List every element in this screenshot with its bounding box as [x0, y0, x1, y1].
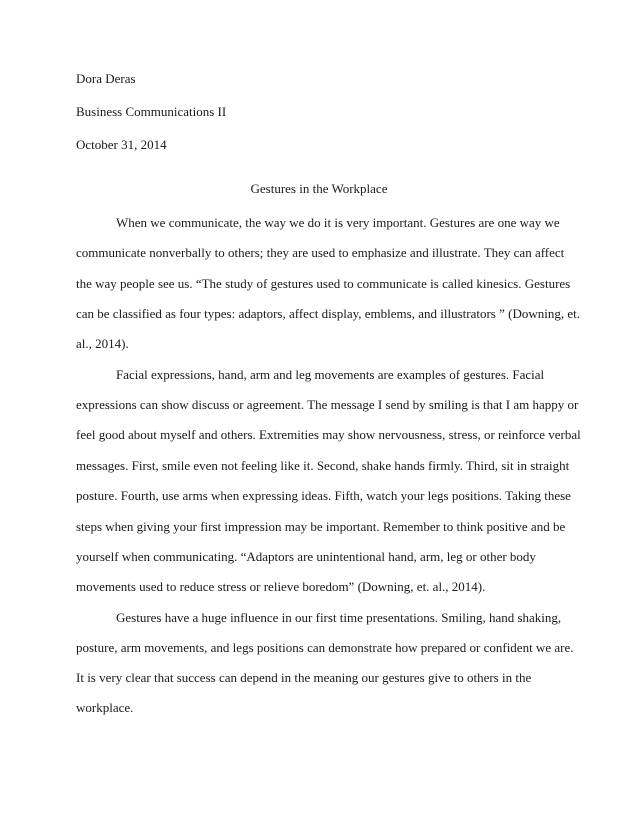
document-date: October 31, 2014 — [76, 137, 167, 152]
paragraph-2-line: movements used to reduce stress or relieve boredom” (Downing, et. al., 2014). — [76, 579, 486, 594]
paragraph-2-line: messages. First, smile even not feeling like it. Second, shake hands firmly. Third, sit in straight — [76, 458, 570, 473]
course-name: Business Communications II — [76, 104, 227, 119]
paragraph-1-line: the way people see us. “The study of gestures used to communicate is called kinesics. Gestures — [76, 276, 571, 291]
paragraph-3-line: posture, arm movements, and legs positions can demonstrate how prepared or confident we are. — [76, 640, 574, 655]
paragraph-2-line: posture. Fourth, use arms when expressing ideas. Fifth, watch your legs positions. Taking these — [76, 488, 571, 503]
paragraph-1-line: communicate nonverbally to others; they are used to emphasize and illustrate. They can affect — [76, 245, 565, 260]
paragraph-2-line: expressions can show discuss or agreement. The message I send by smiling is that I am happy or — [76, 397, 579, 412]
paragraph-1-line: can be classified as four types: adaptors, affect display, emblems, and illustrators ” (Downing, et. — [76, 306, 580, 321]
paragraph-2-line: steps when giving your first impression may be important. Remember to think positive and be — [76, 519, 566, 534]
author-name: Dora Deras — [76, 71, 136, 86]
paragraph-2-line: yourself when communicating. “Adaptors are unintentional hand, arm, leg or other body — [76, 549, 536, 564]
paragraph-3-line: It is very clear that success can depend in the meaning our gestures give to others in the — [76, 670, 532, 685]
paragraph-3-line: workplace. — [76, 700, 134, 715]
paragraph-1-line: al., 2014). — [76, 336, 129, 351]
paragraph-2-line: Facial expressions, hand, arm and leg movements are examples of gestures. Facial — [116, 367, 545, 382]
paragraph-2-line: feel good about myself and others. Extremities may show nervousness, stress, or reinforce verbal — [76, 427, 581, 442]
paragraph-3-line: Gestures have a huge influence in our first time presentations. Smiling, hand shaking, — [116, 610, 562, 625]
document-title: Gestures in the Workplace — [250, 181, 388, 196]
paragraph-1-line: When we communicate, the way we do it is very important. Gestures are one way we — [116, 215, 560, 230]
